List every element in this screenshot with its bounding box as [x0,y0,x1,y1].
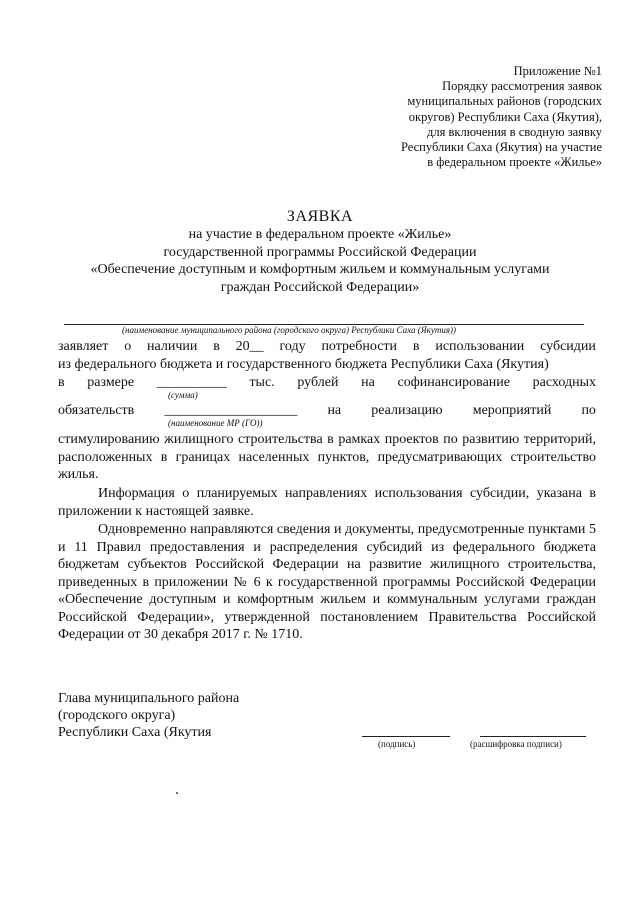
subtitle-line: на участие в федеральном проекте «Жилье» [188,227,452,242]
word: тыс. [249,375,275,390]
word: субсидии [540,339,596,354]
appendix-line: для включения в сводную заявку [427,124,602,139]
word: размере [87,375,135,390]
mr-name-field[interactable]: ___________________ [164,403,298,418]
word: рублей [297,375,339,390]
word: мероприятий [472,403,552,418]
word: о [124,339,132,354]
word: реализацию [371,403,443,418]
word: в [213,339,220,354]
municipality-hint: (наименование муниципального района (городского округа) Республики Саха (Якутия)) [122,325,457,335]
body-paragraph-3: Одновременно направляются сведения и документы, предусмотренные пунктами 5 и 11 Правил предоставления и распределения субсидий из федерального бюджета бюджетам субъектов Российской Федерации на развитие жилищного строительства, приведенных в приложении № 6 к государственной программы Российской Федерации «Обеспечение доступным и комфортным жильем и коммунальным услугами граждан Российской Федерации», утвержденной постановлением Правительства Российской Федерации от 30 декабря 2017 г. № 1710. [58,522,596,642]
body-line-4 [58,402,596,420]
scan-speck [176,792,178,794]
word: на [361,375,375,390]
word: на [327,403,342,418]
document-title: ЗАЯВКА [286,208,354,225]
word: в [58,375,65,390]
word: по [581,403,596,418]
body-paragraph-2: Информация о планируемых направлениях использования субсидии, указана в приложении к настоящей заявке. [58,486,596,519]
appendix-line: Республики Саха (Якутия) на участие [400,140,602,155]
appendix-line: муниципальных районов (городских [407,94,602,109]
appendix-line: округов) Республики Саха (Якутия), [408,109,602,124]
subtitle-line: граждан Российской Федерации» [220,279,420,295]
appendix-header [342,64,602,170]
signature-hint: (подпись) [378,739,416,749]
body-line-2: из федерального бюджета и государственного бюджета Республики Саха (Якутия) [58,357,549,372]
word: обязательств [58,403,135,418]
body-line-3 [58,374,596,392]
decoding-hint: (расшифровка подписи) [470,739,562,749]
word: софинансирование [397,375,511,390]
signature-line: (городского округа) [58,708,176,723]
word: использовании [435,339,525,354]
subtitle-line: государственной программы Российской Федерации [163,244,477,260]
signature-block [58,690,239,741]
appendix-line: Порядку рассмотрения заявок [442,79,602,94]
word: заявляет [58,339,109,354]
subtitle-line: «Обеспечение доступным и комфортным жильем и коммунальным услугами [90,262,550,277]
body-line-1 [58,338,596,356]
word: в [412,339,420,354]
year-field[interactable]: 20__ [235,339,264,354]
word: расходных [532,375,596,390]
word: потребности [321,339,398,354]
decoding-blank[interactable] [480,736,586,737]
signature-blank[interactable] [362,736,450,737]
document-subtitle [40,226,600,296]
body-paragraph-1: стимулированию жилищного строительства в рамках проектов по развитию территорий, расположенных в границах населенных пунктов, предусматривающих строительство жилья. [58,432,596,482]
word: наличии [147,339,198,354]
sum-hint: (сумма) [168,390,198,400]
appendix-line: Приложение №1 [513,64,602,78]
mr-name-hint: (наименование МР (ГО)) [168,418,263,428]
appendix-line: в федеральном проекте «Жилье» [427,155,602,170]
signature-line: Глава муниципального района [58,691,240,706]
signature-line: Республики Саха (Якутия [58,725,212,740]
sum-field[interactable]: __________ [156,375,227,390]
word: году [279,339,306,354]
